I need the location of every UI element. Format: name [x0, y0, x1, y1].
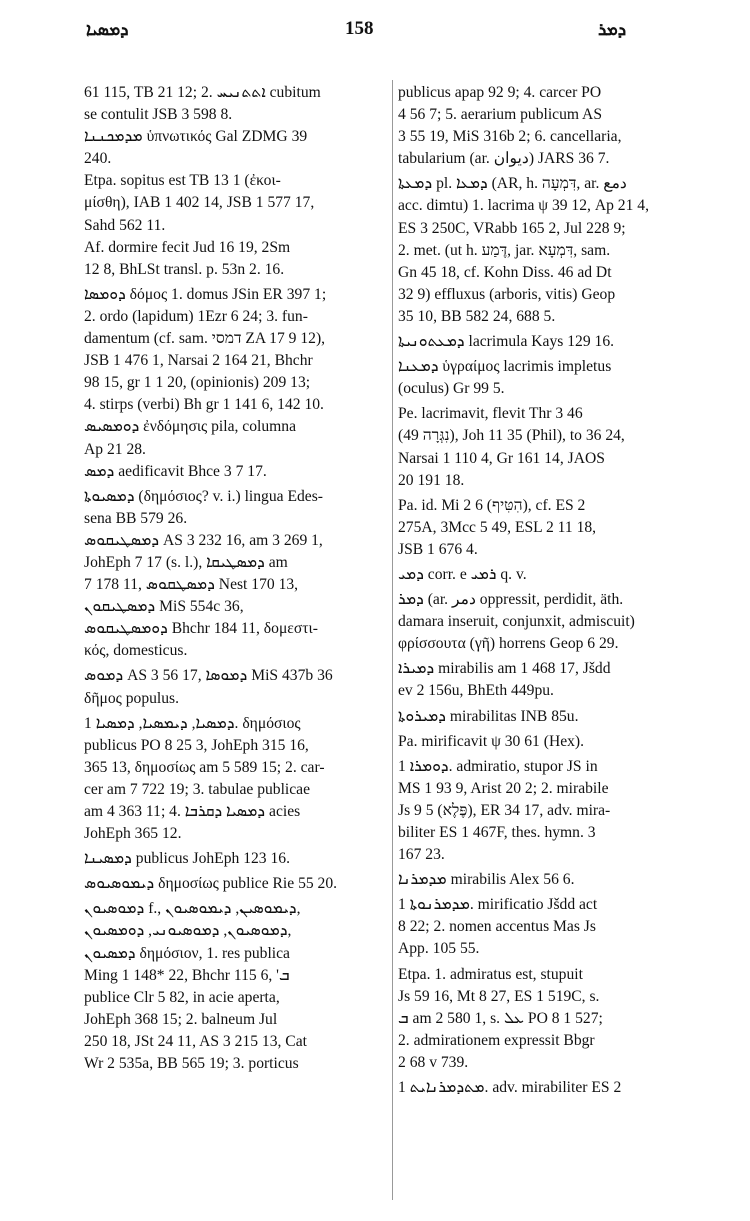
dictionary-entry	[84, 898, 390, 1075]
entry-line: ܕܘܡܣܝܣ ἐνδόμησις pila, columna	[84, 418, 296, 436]
entry-line: App. 105 55.	[398, 940, 480, 958]
dictionary-entry	[398, 82, 716, 170]
entry-line: ܡܕܡܪܢܐ mirabilis Alex 56 6.	[398, 871, 575, 889]
entry-line: acc. dimtu) 1. lacrima ψ 39 12, Ap 21 4,	[398, 197, 649, 215]
entry-line: ܕܡܘܣܝܘܢ f., ܕܝܡܘܣܝܢ, ܕܝܡܘܣܝܘܢ,	[84, 900, 301, 918]
entry-line: Pa. mirificavit ψ 30 61 (Hex).	[398, 732, 585, 750]
entry-line: Sahd 562 11.	[84, 216, 166, 234]
entry-line: 12 8, BhLSt transl. p. 53n 2. 16.	[84, 260, 285, 278]
entry-line: 32 9) effluxus (arboris, vitis) Geop	[398, 285, 616, 303]
entry-line: ܕܘܡܣܛܝܩܘܣ Bhchr 184 11, δομεστι-	[84, 620, 318, 638]
entry-line: ܕܡܣܝܢܐ publicus JohEph 123 16.	[84, 850, 290, 868]
entry-line: Etpa. sopitus est TB 13 1 (ἐκοι-	[84, 172, 281, 190]
entry-line: Gn 45 18, cf. Kohn Diss. 46 ad Dt	[398, 263, 612, 281]
entry-line: ܕܡܘܣ AS 3 56 17, ܕܡܘܣܐ MiS 437b 36	[84, 667, 333, 685]
dictionary-entry	[84, 848, 390, 870]
entry-line: ܕܡܥܬܘܢܝܬܐ lacrimula Kays 129 16.	[398, 333, 615, 351]
entry-line: ܕܡܣܛܝܩܘܢ MiS 554c 36,	[84, 598, 244, 616]
entry-line: Etpa. 1. admiratus est, stupuit	[398, 965, 583, 983]
entry-line: ܕܡܣ aedificavit Bhce 3 7 17.	[84, 462, 267, 480]
entry-line: 61 115, TB 21 12; 2. ܐܬܬܢܝܚ cubitum	[84, 84, 321, 101]
entry-line: ܡܕܡܪܢܘܬܐ 1. mirificatio Jšdd act	[398, 896, 598, 914]
entry-line: 2. met. (ut h. דֶּמַע, jar. דִּמְעָא, sam.	[398, 241, 611, 259]
entry-line: damentum (cf. sam. דמסי ZA 17 9 12),	[84, 330, 326, 348]
entry-line: ܕܡܣܝܐ, ܕܝܡܣܝܐ, ܕܡܣܝܐ 1. δημόσιος	[84, 714, 301, 732]
entry-line: publicus apap 92 9; 4. carcer PO	[398, 84, 602, 101]
entry-line: ܕܡܝܪܘܬܐ mirabilitas INB 85u.	[398, 707, 579, 725]
entry-line: 365 13, δημοσίως am 5 589 15; 2. car-	[84, 758, 325, 776]
entry-line: biliter ES 1 467F, thes. hymn. 3	[398, 824, 596, 841]
entry-line: ev 2 156u, BhEth 449pu.	[398, 682, 554, 700]
running-head-right: ܕܡܪ	[598, 20, 627, 39]
dictionary-entry	[398, 564, 716, 586]
entry-line: publice Clr 5 82, in acie aperta,	[84, 988, 280, 1006]
dictionary-entry	[398, 403, 716, 491]
entry-line: cer am 7 722 19; 3. tabulae publicae	[84, 780, 311, 798]
dictionary-entry	[84, 284, 390, 483]
running-head-left: ܕܡܣܝܐ	[86, 20, 129, 39]
entry-line: publicus PO 8 25 3, JohEph 315 16,	[84, 736, 309, 754]
entry-line: 275A, 3Mcc 5 49, ESL 2 11 18,	[398, 518, 597, 536]
entry-line: Wr 2 535a, BB 565 19; 3. porticus	[84, 1055, 299, 1073]
entry-line: 8 22; 2. nomen accentus Mas Js	[398, 918, 596, 936]
left-column	[84, 82, 390, 1078]
entry-line: 2. admirationem expressit Bbgr	[398, 1031, 595, 1049]
entry-line: JSB 1 476 1, Narsai 2 164 21, Bhchr	[84, 352, 313, 370]
dictionary-entry	[398, 869, 716, 891]
entry-line: JohEph 368 15; 2. balneum Jul	[84, 1010, 278, 1028]
entry-line: 250 18, JSt 24 11, AS 3 215 13, Cat	[84, 1032, 307, 1050]
dictionary-entry	[398, 356, 716, 400]
entry-line: ܕܝܡܘܣܝܘܣ δημοσίως publice Rie 55 20.	[84, 875, 338, 893]
entry-line: JohEph 365 12.	[84, 825, 182, 843]
dictionary-entry	[398, 894, 716, 960]
entry-line: tabularium (ar. ديوان) JARS 36 7.	[398, 150, 610, 168]
entry-line: 240.	[84, 150, 112, 168]
entry-line: 98 15, gr 1 1 20, (opinionis) 209 13;	[84, 374, 311, 392]
entry-line: 2. ordo (lapidum) 1Ezr 6 24; 3. fun-	[84, 307, 308, 325]
entry-line: ܕܡܝ corr. e ܪܡܝ q. v.	[398, 565, 527, 583]
entry-line: ES 3 250C, VRabb 165 2, Jul 228 9;	[398, 219, 626, 237]
entry-line: ܒ am 2 580 1, s. ܥܠ PO 8 1 527;	[398, 1009, 603, 1027]
dictionary-entry	[398, 756, 716, 866]
entry-line: Pe. lacrimavit, flevit Thr 3 46	[398, 405, 583, 423]
entry-line: 4 56 7; 5. aerarium publicum AS	[398, 106, 602, 124]
entry-line: ܕܡܪ (ar. دمر oppressit, perdidit, äth.	[398, 591, 624, 609]
entry-line: κός, domesticus.	[84, 642, 188, 660]
dictionary-entry	[398, 589, 716, 655]
entry-line: ܕܡܝܪܐ mirabilis am 1 468 17, Jšdd	[398, 660, 611, 678]
right-column	[398, 82, 716, 1102]
entry-line: se contulit JSB 3 598 8.	[84, 106, 233, 124]
entry-line: ܕܡܥܬܐ pl. ܕܡܥܐ (AR, h. דִּמְעָה, ar. دمع	[398, 175, 627, 193]
entry-line: 4. stirps (verbi) Bh gr 1 141 6, 142 10.	[84, 396, 324, 414]
entry-line: ܕܡܣܛܝܩܘܣ AS 3 232 16, am 3 269 1,	[84, 531, 323, 549]
entry-line: ܕܡܣܝܘܢ δημόσιον, 1. res publica	[84, 944, 290, 962]
page-number: 158	[345, 18, 374, 39]
entry-line: sena BB 579 26.	[84, 509, 188, 527]
entry-line: ܡܬܕܡܪܢܐܝܬ 1. adv. mirabiliter ES 2	[398, 1079, 622, 1097]
dictionary-entry	[398, 495, 716, 561]
entry-line: JSB 1 676 4.	[398, 540, 478, 558]
entry-line: Pa. id. Mi 2 6 (הִטִּיף), cf. ES 2	[398, 496, 586, 514]
entry-line: 167 23.	[398, 846, 445, 864]
entry-line: Ap 21 28.	[84, 440, 146, 458]
entry-line: ܕܡܘܣܝܘܢ, ܕܡܘܣܝܘܢܝ, ܕܘܡܣܝܘܢ,	[84, 922, 292, 940]
entry-line: (oculus) Gr 99 5.	[398, 380, 505, 398]
entry-line: ܕܡܣܝܘܬܐ (δημόσιος? v. i.) lingua Edes-	[84, 487, 323, 505]
dictionary-entry	[398, 1077, 716, 1099]
entry-line: ܕܘܡܣܐ δόμος 1. domus JSin ER 397 1;	[84, 285, 327, 303]
entry-line: Ming 1 148* 22, Bhchr 115 6, 'ܒ	[84, 966, 290, 984]
entry-line: ܕܡܥܢܐ ὑγραίμος lacrimis impletus	[398, 358, 612, 376]
dictionary-entry	[84, 665, 390, 709]
entry-line: δῆμος populus.	[84, 689, 180, 707]
entry-line: MS 1 93 9, Arist 20 2; 2. mirabile	[398, 779, 609, 797]
entry-line: 35 10, BB 582 24, 688 5.	[398, 307, 556, 325]
dictionary-entry	[398, 173, 716, 328]
dictionary-entry	[84, 486, 390, 663]
entry-line: μίσθη), IAB 1 402 14, JSB 1 577 17,	[84, 194, 315, 212]
entry-line: 20 191 18.	[398, 471, 465, 489]
entry-line: 2 68 v 739.	[398, 1053, 469, 1071]
entry-line: 7 178 11, ܕܡܣܛܩܘܣ Nest 170 13,	[84, 576, 299, 594]
column-divider	[392, 80, 393, 1200]
entry-line: (49 נִגְּרָה), Joh 11 35 (Phil), to 36 24,	[398, 427, 625, 445]
dictionary-entry	[398, 964, 716, 1074]
page-header	[0, 18, 750, 48]
dictionary-entry	[84, 713, 390, 846]
dictionary-entry	[398, 706, 716, 728]
entry-line: 3 55 19, MiS 316b 2; 6. cancellaria,	[398, 128, 622, 146]
entry-line: JohEph 7 17 (s. l.), ܕܡܣܛܝܩܐ am	[84, 553, 288, 571]
dictionary-entry	[398, 731, 716, 753]
entry-line: Js 59 16, Mt 8 27, ES 1 519C, s.	[398, 987, 600, 1005]
dictionary-entry	[398, 331, 716, 353]
entry-line: ܡܕܡܟܢܢܐ ὑπνωτικός Gal ZDMG 39	[84, 128, 308, 146]
entry-line: Narsai 1 110 4, Gr 161 14, JAOS	[398, 449, 605, 467]
entry-line: Js 9 5 (פֶּלֶא), ER 34 17, adv. mira-	[398, 801, 611, 819]
entry-line: Af. dormire fecit Jud 16 19, 2Sm	[84, 238, 291, 256]
dictionary-entry	[84, 873, 390, 895]
entry-line: φρίσσουτα (γῆ) horrens Geop 6 29.	[398, 635, 619, 653]
dictionary-entry	[84, 82, 390, 281]
entry-line: ܕܘܡܪܐ 1. admiratio, stupor JS in	[398, 757, 598, 775]
dictionary-entry	[398, 658, 716, 702]
entry-line: am 4 363 11; 4. ܕܡܣܝܐ ܕܩܪܒܐ acies	[84, 803, 301, 820]
entry-line: damara inseruit, conjunxit, admiscuit)	[398, 613, 635, 631]
